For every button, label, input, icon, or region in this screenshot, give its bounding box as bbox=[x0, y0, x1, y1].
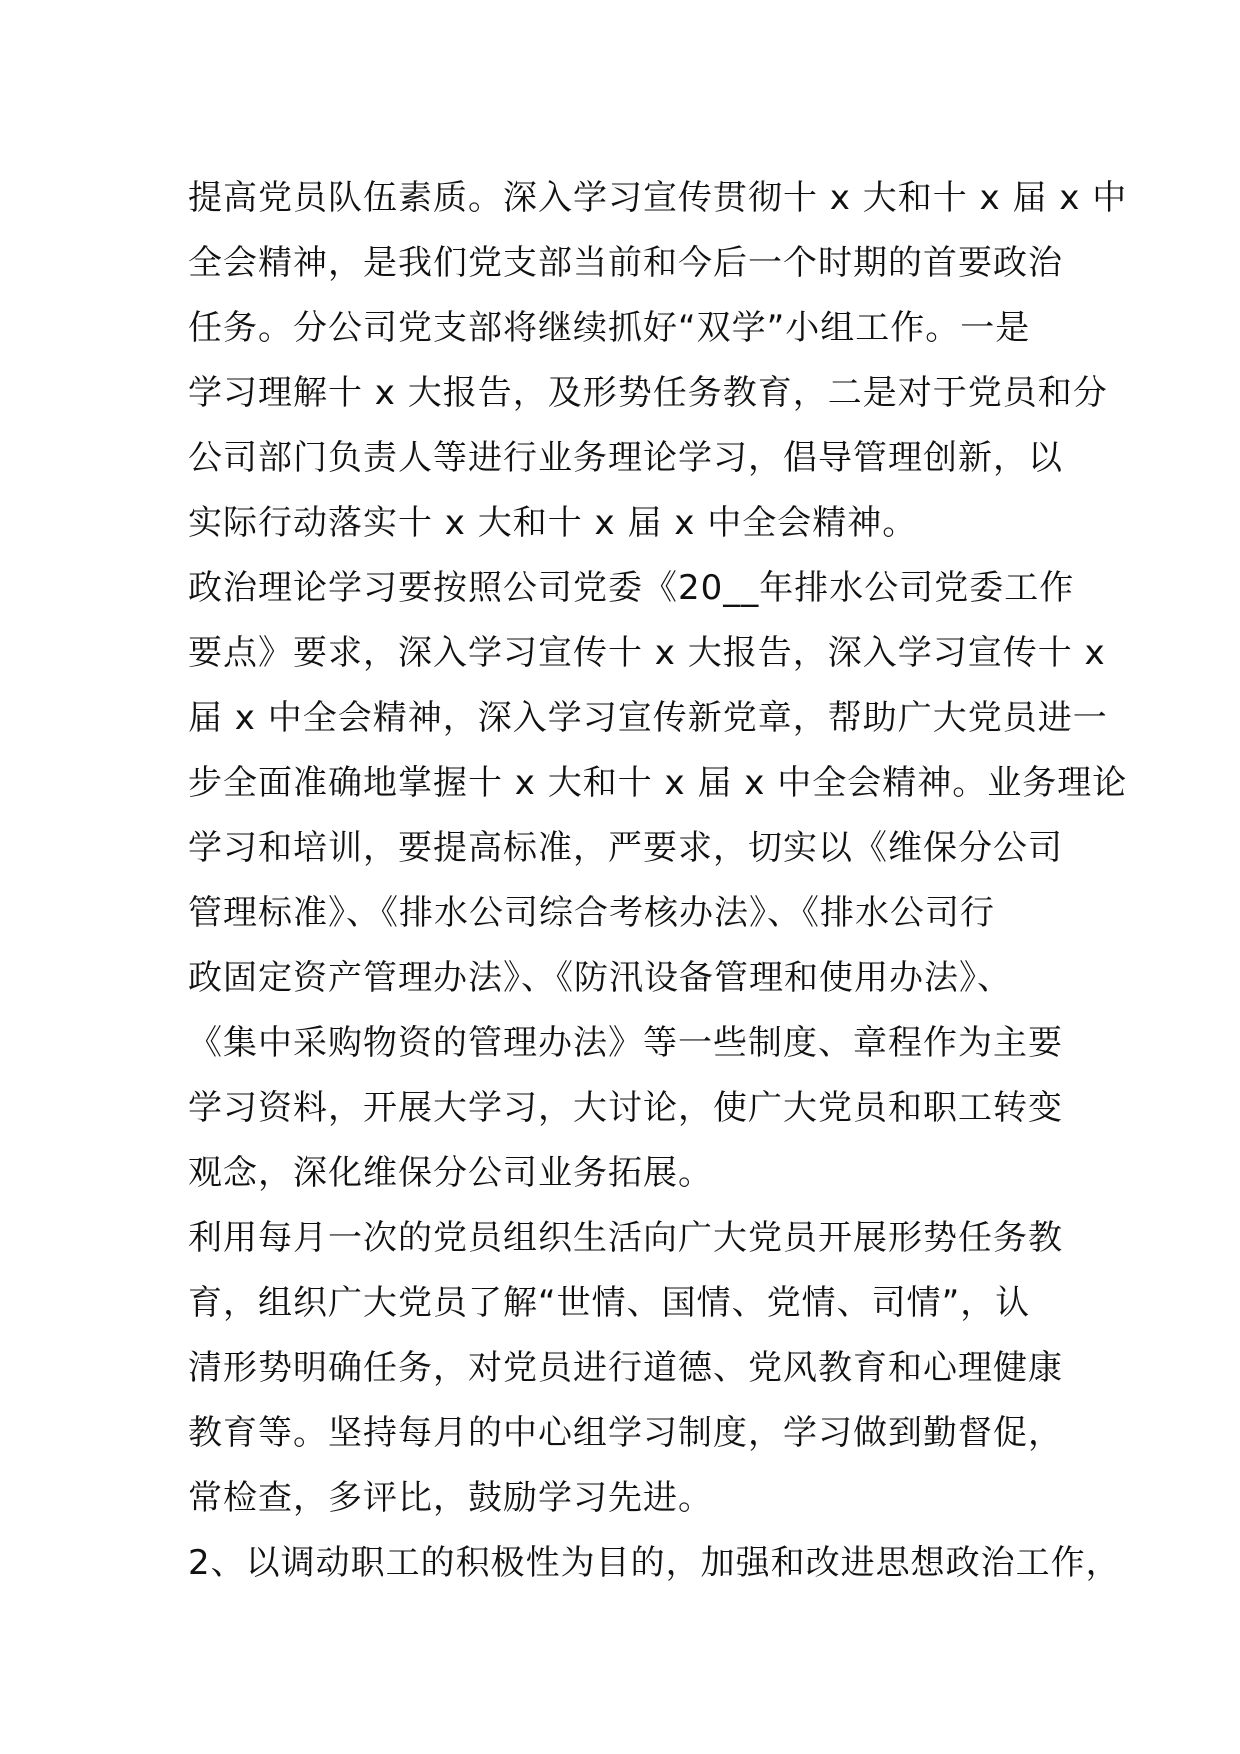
text-line: 要点》要求，深入学习宣传十 x 大报告，深入学习宣传十 x bbox=[188, 633, 1106, 673]
text-line: 清形势明确任务，对党员进行道德、党风教育和心理健康 bbox=[188, 1348, 1063, 1388]
text-line: 学习资料，开展大学习，大讨论，使广大党员和职工转变 bbox=[188, 1088, 1063, 1128]
text-line: 学习和培训，要提高标准，严要求，切实以《维保分公司 bbox=[188, 828, 1063, 868]
text-line: 公司部门负责人等进行业务理论学习，倡导管理创新，以 bbox=[188, 438, 1063, 478]
text-line: 常检查，多评比，鼓励学习先进。 bbox=[188, 1478, 713, 1518]
text-line: 利用每月一次的党员组织生活向广大党员开展形势任务教 bbox=[188, 1218, 1063, 1258]
text-line: 届 x 中全会精神，深入学习宣传新党章，帮助广大党员进一 bbox=[188, 698, 1108, 738]
text-line: 2、以调动职工的积极性为目的，加强和改进思想政治工作， bbox=[188, 1543, 1121, 1583]
text-line: 管理标准》、《排水公司综合考核办法》、《排水公司行 bbox=[188, 893, 995, 933]
text-line: 步全面准确地掌握十 x 大和十 x 届 x 中全会精神。业务理论 bbox=[188, 763, 1128, 803]
text-line: 政治理论学习要按照公司党委《20__年排水公司党委工作 bbox=[188, 568, 1075, 608]
text-line: 提高党员队伍素质。深入学习宣传贯彻十 x 大和十 x 届 x 中 bbox=[188, 178, 1128, 218]
text-line: 教育等。坚持每月的中心组学习制度，学习做到勤督促， bbox=[188, 1413, 1063, 1453]
text-line: 学习理解十 x 大报告，及形势任务教育，二是对于党员和分 bbox=[188, 373, 1108, 413]
text-line: 政固定资产管理办法》、《防汛设备管理和使用办法》、 bbox=[188, 958, 1012, 998]
text-line: 实际行动落实十 x 大和十 x 届 x 中全会精神。 bbox=[188, 503, 918, 543]
text-line: 观念，深化维保分公司业务拓展。 bbox=[188, 1153, 713, 1193]
text-line: 全会精神，是我们党支部当前和今后一个时期的首要政治 bbox=[188, 243, 1063, 283]
document-body bbox=[188, 166, 1128, 1596]
text-line: 《集中采购物资的管理办法》等一些制度、章程作为主要 bbox=[188, 1023, 1063, 1063]
text-line: 育，组织广大党员了解“世情、国情、党情、司情”，认 bbox=[188, 1283, 1031, 1323]
text-line: 任务。分公司党支部将继续抓好“双学”小组工作。一是 bbox=[188, 308, 1031, 348]
